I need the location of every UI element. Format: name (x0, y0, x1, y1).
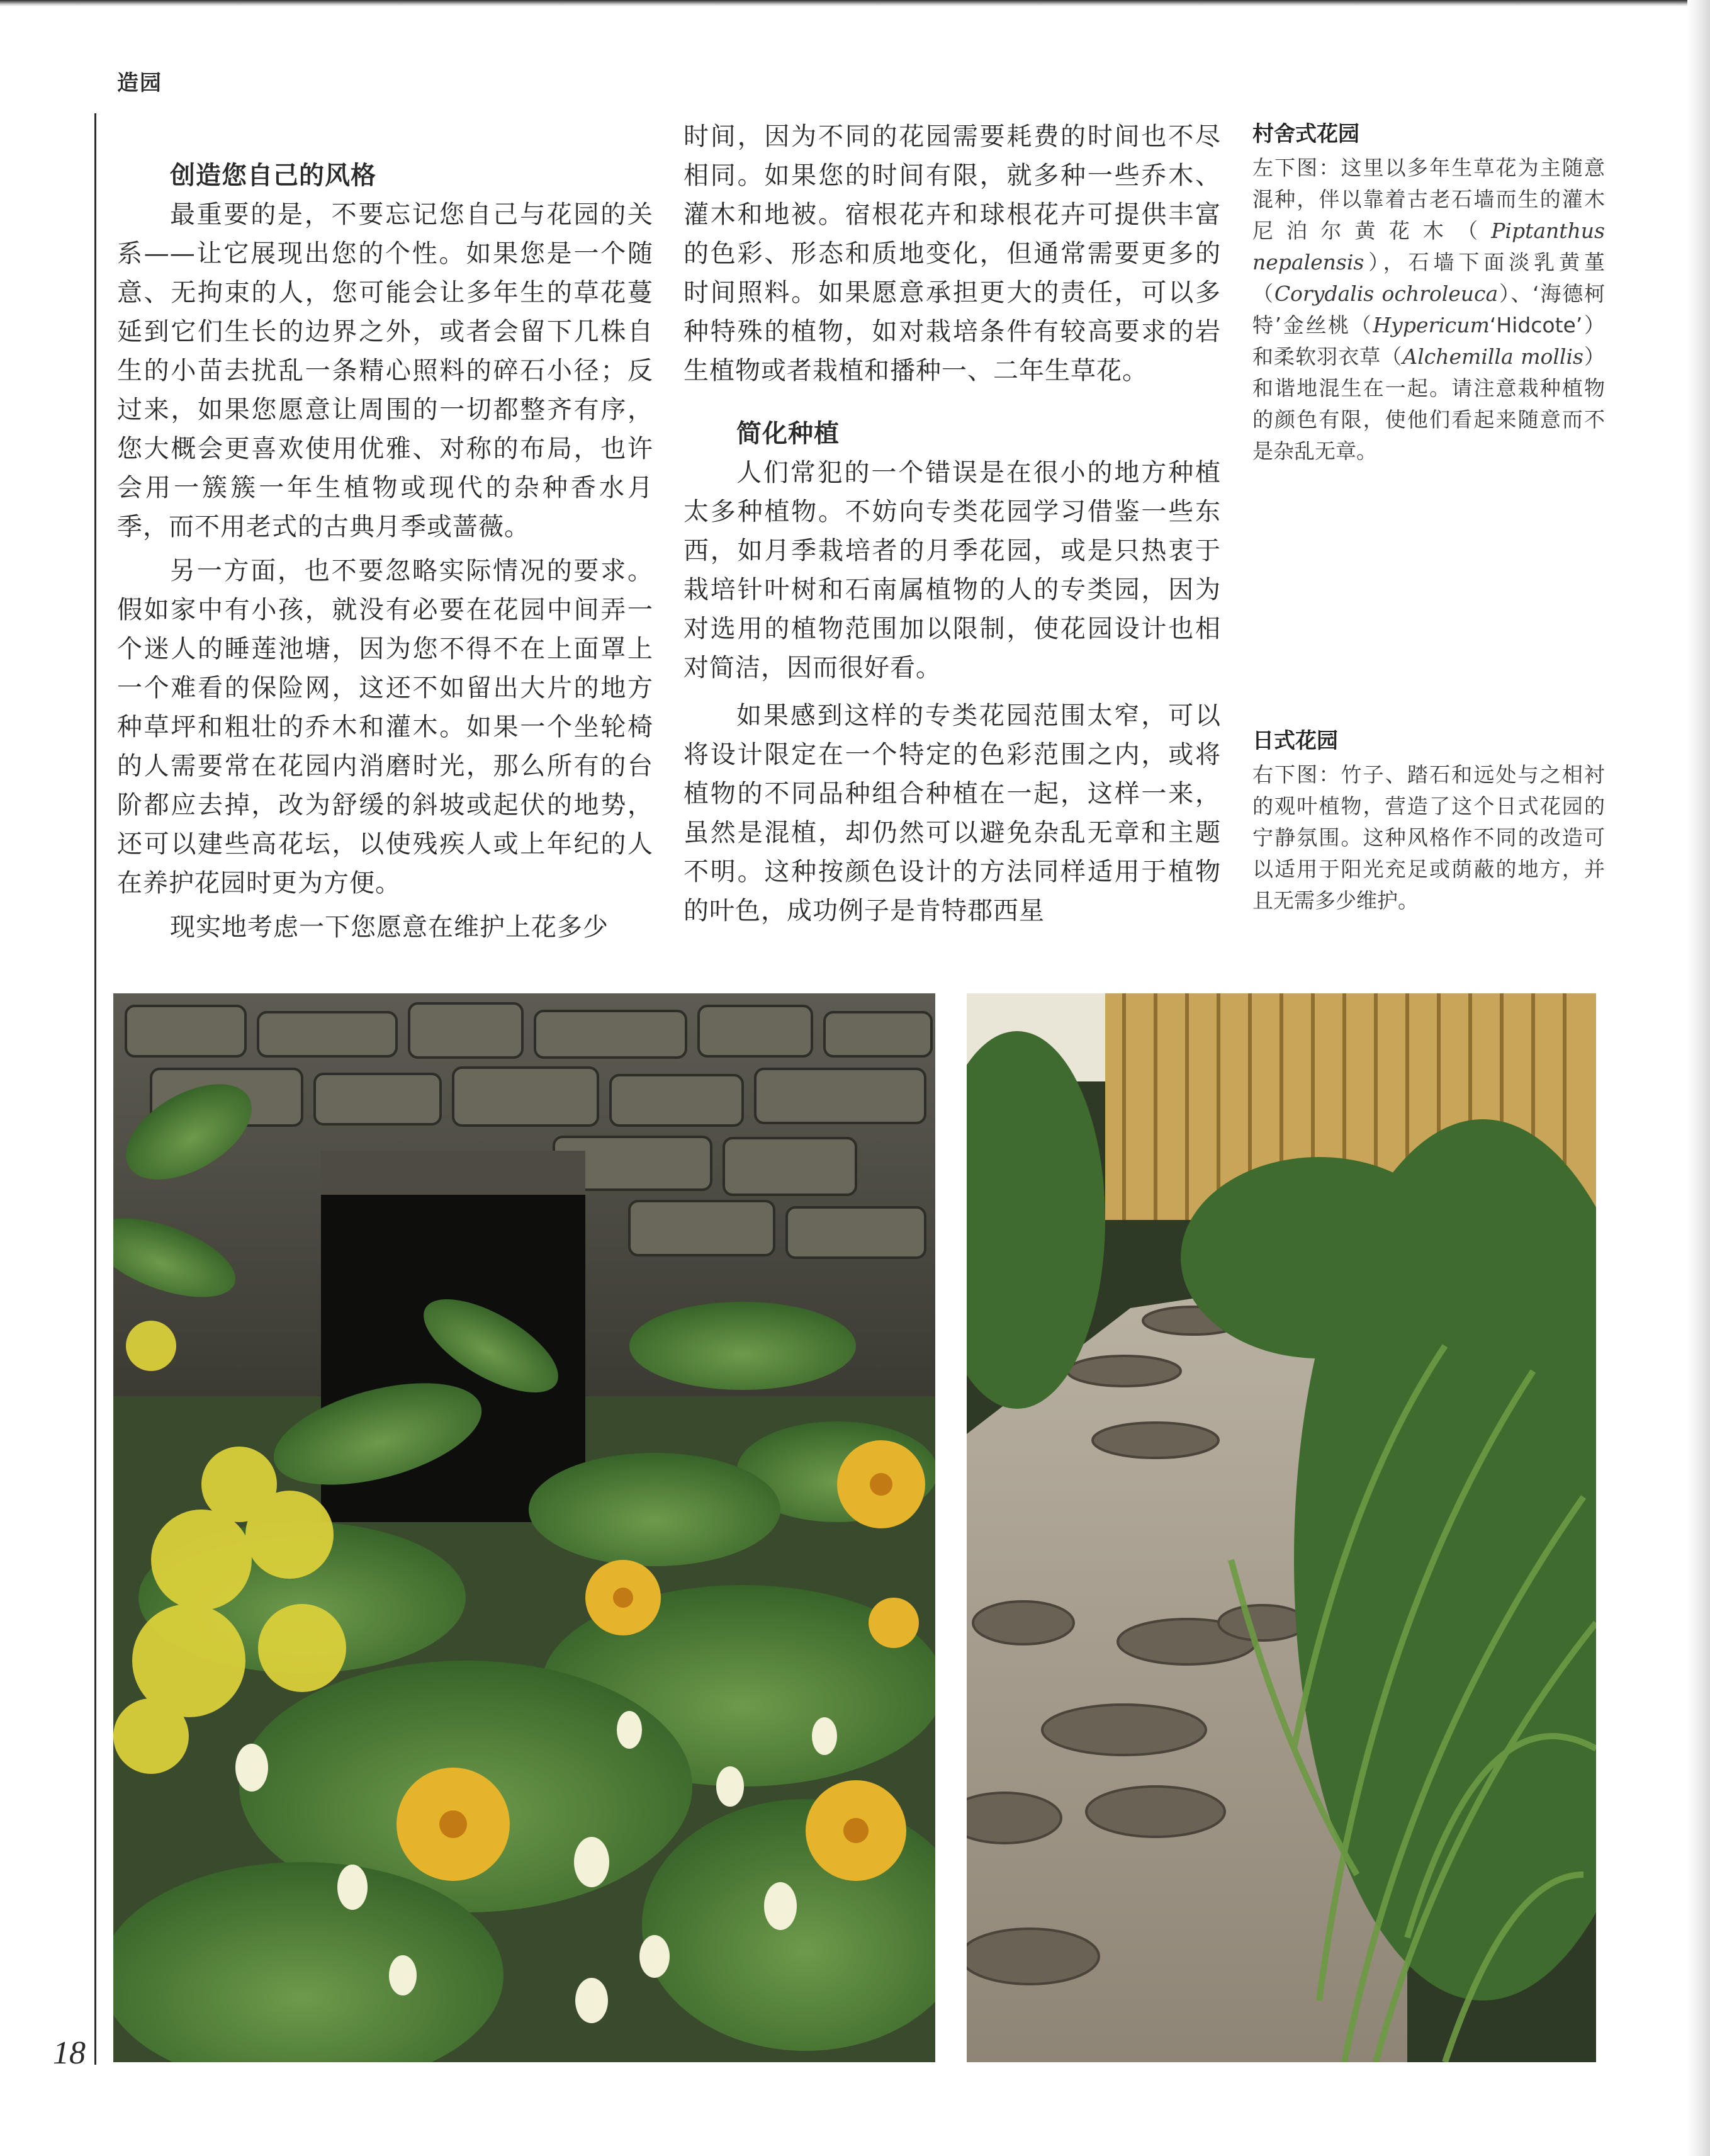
photo-cottage-garden (113, 993, 935, 2062)
col2-paragraph: 人们常犯的一个错误是在很小的地方种植太多种植物。不妨向专类花园学习借鉴一些东西，如月季栽培者的月季花园，或是只热衷于栽培针叶树和石南属植物的人的专类园，因为对选用的植物范围加以限制，使花园设计也相对简洁，因而很好看。 (683, 458, 1221, 682)
photo-japanese-garden (967, 993, 1596, 2062)
japanese-garden-illustration (967, 993, 1596, 2062)
page-right-edge (1687, 0, 1710, 2156)
caption-title: 日式花园 (1252, 728, 1338, 753)
page-number: 18 (53, 2035, 86, 2071)
col2-paragraph: 如果感到这样的专类花园范围太窄，可以将设计限定在一个特定的色彩范围之内，或将植物的不同品种组合种植在一起，这样一来，虽然是混植，却仍然可以避免杂乱无章和主题不明。这种按颜色设计的方法同样适用于植物的叶色，成功例子是肯特郡西星 (683, 701, 1221, 925)
col2-paragraph-continued: 时间，因为不同的花园需要耗费的时间也不尽相同。如果您的时间有限，就多种一些乔木、灌木和地被。宿根花卉和球根花卉可提供丰富的色彩、形态和质地变化，但通常需要更多的时间照料。如果愿意承担更大的责任，可以多种特殊的植物，如对栽培条件有较高要求的岩生植物或者栽植和播种一、二年生草花。 (683, 122, 1221, 385)
column-middle (683, 117, 1221, 930)
col1-paragraph: 最重要的是，不要忘记您自己与花园的关系——让它展现出您的个性。如果您是一个随意、无拘束的人，您可能会让多年生的草花蔓延到它们生长的边界之外，或者会留下几株自生的小苗去扰乱一条精心照料的碎石小径；反过来，如果您愿意让周围的一切都整齐有序，您大概会更喜欢使用优雅、对称的布局，也许会用一簇簇一年生植物或现代的杂种香水月季，而不用老式的古典月季或蔷薇。 (117, 200, 653, 541)
margin-rule (94, 113, 96, 2065)
col1-paragraph: 另一方面，也不要忽略实际情况的要求。假如家中有小孩，就没有必要在花园中间弄一个迷人的睡莲池塘，因为您不得不在上面罩上一个难看的保险网，这还不如留出大片的地方种草坪和粗壮的乔木和灌木。如果一个坐轮椅的人需要常在花园内消磨时光，那么所有的台阶都应去掉，改为舒缓的斜坡或起伏的地势，还可以建些高花坛，以使残疾人或上年纪的人在养护花园时更为方便。 (117, 556, 653, 898)
running-head: 造园 (117, 71, 162, 96)
column-left (117, 156, 653, 947)
page-top-shadow (0, 0, 1710, 6)
section-heading-simplify: 简化种植 (736, 419, 840, 448)
caption-text: 右下图：竹子、踏石和远处与之相衬的观叶植物，营造了这个日式花园的宁静氛围。这种风格作不同的改造可以适用于阳光充足或荫蔽的地方，并且无需多少维护。 (1252, 762, 1605, 913)
caption-japanese-garden (1252, 726, 1605, 917)
caption-cottage-garden (1252, 120, 1605, 467)
col1-paragraph: 现实地考虑一下您愿意在维护上花多少 (170, 913, 609, 942)
cottage-garden-illustration (113, 993, 935, 2062)
section-heading-style: 创造您自己的风格 (170, 161, 376, 190)
caption-title: 村舍式花园 (1252, 121, 1359, 147)
caption-text: 左下图：这里以多年生草花为主随意混种，伴以靠着古老石墙而生的灌木尼泊尔黄花木（Piptanthus nepalensis），石墙下面淡乳黄堇（Corydalis ochroleuca）、‘海德柯特’金丝桃（Hypericum‘Hidcote’）和柔软羽衣草（Alchemilla mollis）和谐地混生在一起。请注意栽种植物的颜色有限，使他们看起来随意而不是杂乱无章。 (1252, 155, 1606, 463)
